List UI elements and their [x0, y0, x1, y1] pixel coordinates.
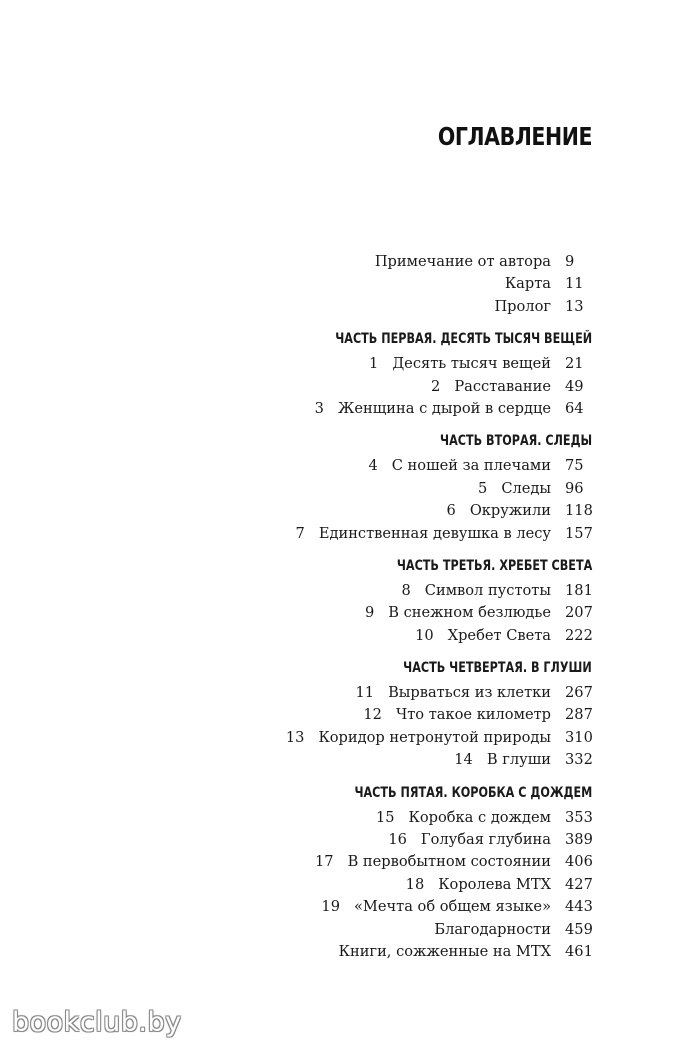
- chapter-number: 8: [401, 581, 411, 599]
- part-heading-text: ЧАСТЬ ВТОРАЯ. СЛЕДЫ: [439, 433, 592, 450]
- toc-entry[interactable]: [32, 602, 592, 624]
- entry-title: Хребет Света: [447, 626, 551, 644]
- page-number: 207: [565, 604, 593, 622]
- toc-entry[interactable]: [32, 376, 592, 398]
- page-number: 11: [565, 275, 584, 293]
- chapter-number: 14: [454, 751, 473, 769]
- chapter-number: 19: [321, 898, 340, 916]
- entry-title: «Мечта об общем языке»: [353, 898, 551, 916]
- part-heading-text: ЧАСТЬ ТРЕТЬЯ. ХРЕБЕТ СВЕТА: [396, 557, 592, 574]
- toc-entry[interactable]: [32, 919, 592, 941]
- toc-entry[interactable]: [32, 251, 592, 273]
- page-number: 459: [565, 920, 593, 938]
- toc-entry[interactable]: [32, 455, 592, 477]
- watermark: bookclub.by: [12, 1007, 182, 1038]
- page-number: 427: [565, 875, 593, 893]
- page-number: 118: [565, 502, 593, 520]
- toc-entry[interactable]: [32, 829, 592, 851]
- toc-entry[interactable]: [32, 704, 592, 726]
- chapter-number: 4: [368, 457, 378, 475]
- toc-entry[interactable]: [32, 727, 592, 749]
- toc-entry[interactable]: [32, 941, 592, 963]
- table-of-contents: [32, 251, 592, 963]
- toc-entry[interactable]: [32, 807, 592, 829]
- toc-entry[interactable]: [32, 500, 592, 522]
- toc-entry[interactable]: [32, 273, 592, 295]
- chapter-number: 6: [446, 502, 456, 520]
- page-number: 21: [565, 355, 584, 373]
- chapter-number: 16: [388, 831, 407, 849]
- page-number: 461: [565, 942, 593, 960]
- part-heading: [32, 429, 592, 453]
- page-number: 96: [565, 479, 584, 497]
- page-number: 13: [565, 297, 584, 315]
- entry-title: Вырваться из клетки: [388, 684, 551, 702]
- toc-entry[interactable]: [32, 523, 592, 545]
- chapter-number: 9: [364, 604, 375, 622]
- chapter-number: 15: [375, 808, 395, 826]
- part-heading-text: ЧАСТЬ ПЯТАЯ. КОРОБКА С ДОЖДЕМ: [354, 784, 592, 801]
- entry-title: Что такое километр: [395, 706, 551, 724]
- page-number: 222: [565, 626, 593, 644]
- toc-entry[interactable]: [32, 580, 592, 602]
- toc-entry[interactable]: [32, 682, 592, 704]
- toc-entry[interactable]: [32, 749, 592, 771]
- chapter-number: 11: [355, 684, 375, 702]
- entry-title: Пролог: [494, 297, 551, 315]
- page-number: 406: [565, 853, 593, 871]
- page-number: 9: [565, 253, 575, 270]
- entry-title: Окружили: [469, 502, 551, 520]
- page-number: 310: [565, 728, 593, 746]
- entry-title: Книги, сожженные на МТХ: [338, 942, 551, 960]
- chapter-number: 5: [478, 479, 488, 497]
- toc-entry[interactable]: [32, 478, 592, 500]
- part-heading: [32, 656, 592, 680]
- entry-title: В первобытном состоянии: [347, 853, 551, 871]
- chapter-number: 10: [415, 626, 434, 644]
- entry-title: Примечание от автора: [374, 253, 551, 270]
- page-number: 332: [565, 751, 593, 769]
- chapter-number: 18: [405, 875, 425, 893]
- page-number: 443: [565, 898, 593, 916]
- part-heading-text: ЧАСТЬ ЧЕТВЕРТАЯ. В ГЛУШИ: [403, 660, 592, 677]
- page-number: 353: [565, 808, 593, 826]
- part-heading: [32, 781, 592, 805]
- page-number: 75: [565, 457, 584, 475]
- toc-entry[interactable]: [32, 874, 592, 896]
- chapter-number: 3: [314, 399, 324, 417]
- entry-title: Десять тысяч вещей: [392, 355, 551, 373]
- toc-entry[interactable]: [32, 353, 592, 375]
- chapter-number: 7: [295, 524, 305, 542]
- entry-title: В снежном безлюдье: [388, 604, 551, 622]
- entry-title: В глуши: [486, 751, 551, 769]
- page-number: 287: [565, 706, 593, 724]
- page-number: 64: [565, 399, 584, 417]
- entry-title: Королева МТХ: [438, 875, 551, 893]
- page-number: 267: [565, 684, 593, 702]
- part-heading: [32, 327, 592, 351]
- toc-entry[interactable]: [32, 398, 592, 420]
- toc-entry[interactable]: [32, 296, 592, 318]
- chapter-number: 12: [363, 706, 382, 724]
- entry-title: Коробка с дождем: [408, 808, 551, 826]
- chapter-number: 17: [314, 853, 334, 871]
- entry-title: Единственная девушка в лесу: [318, 524, 551, 542]
- toc-entry[interactable]: [32, 625, 592, 647]
- toc-entry[interactable]: [32, 896, 592, 918]
- entry-title: Символ пустоты: [424, 581, 551, 599]
- page-title: ОГЛАВЛЕНИЕ: [437, 122, 592, 151]
- entry-title: Голубая глубина: [420, 831, 551, 849]
- page-number: 157: [565, 524, 593, 542]
- entry-title: Коридор нетронутой природы: [318, 728, 551, 746]
- chapter-number: 13: [285, 728, 305, 746]
- entry-title: Следы: [501, 479, 551, 497]
- chapter-number: 2: [431, 377, 441, 395]
- entry-title: Расставание: [454, 377, 551, 395]
- page-number: 389: [565, 831, 593, 849]
- entry-title: С ношей за плечами: [391, 457, 551, 475]
- part-heading-text: ЧАСТЬ ПЕРВАЯ. ДЕСЯТЬ ТЫСЯЧ ВЕЩЕЙ: [335, 331, 592, 348]
- page-number: 181: [565, 581, 593, 599]
- entry-title: Карта: [504, 275, 551, 293]
- entry-title: Женщина с дырой в сердце: [337, 399, 551, 417]
- entry-title: Благодарности: [434, 920, 551, 938]
- part-heading: [32, 554, 592, 578]
- toc-entry[interactable]: [32, 851, 592, 873]
- page-number: 49: [565, 377, 584, 395]
- chapter-number: 1: [369, 355, 379, 373]
